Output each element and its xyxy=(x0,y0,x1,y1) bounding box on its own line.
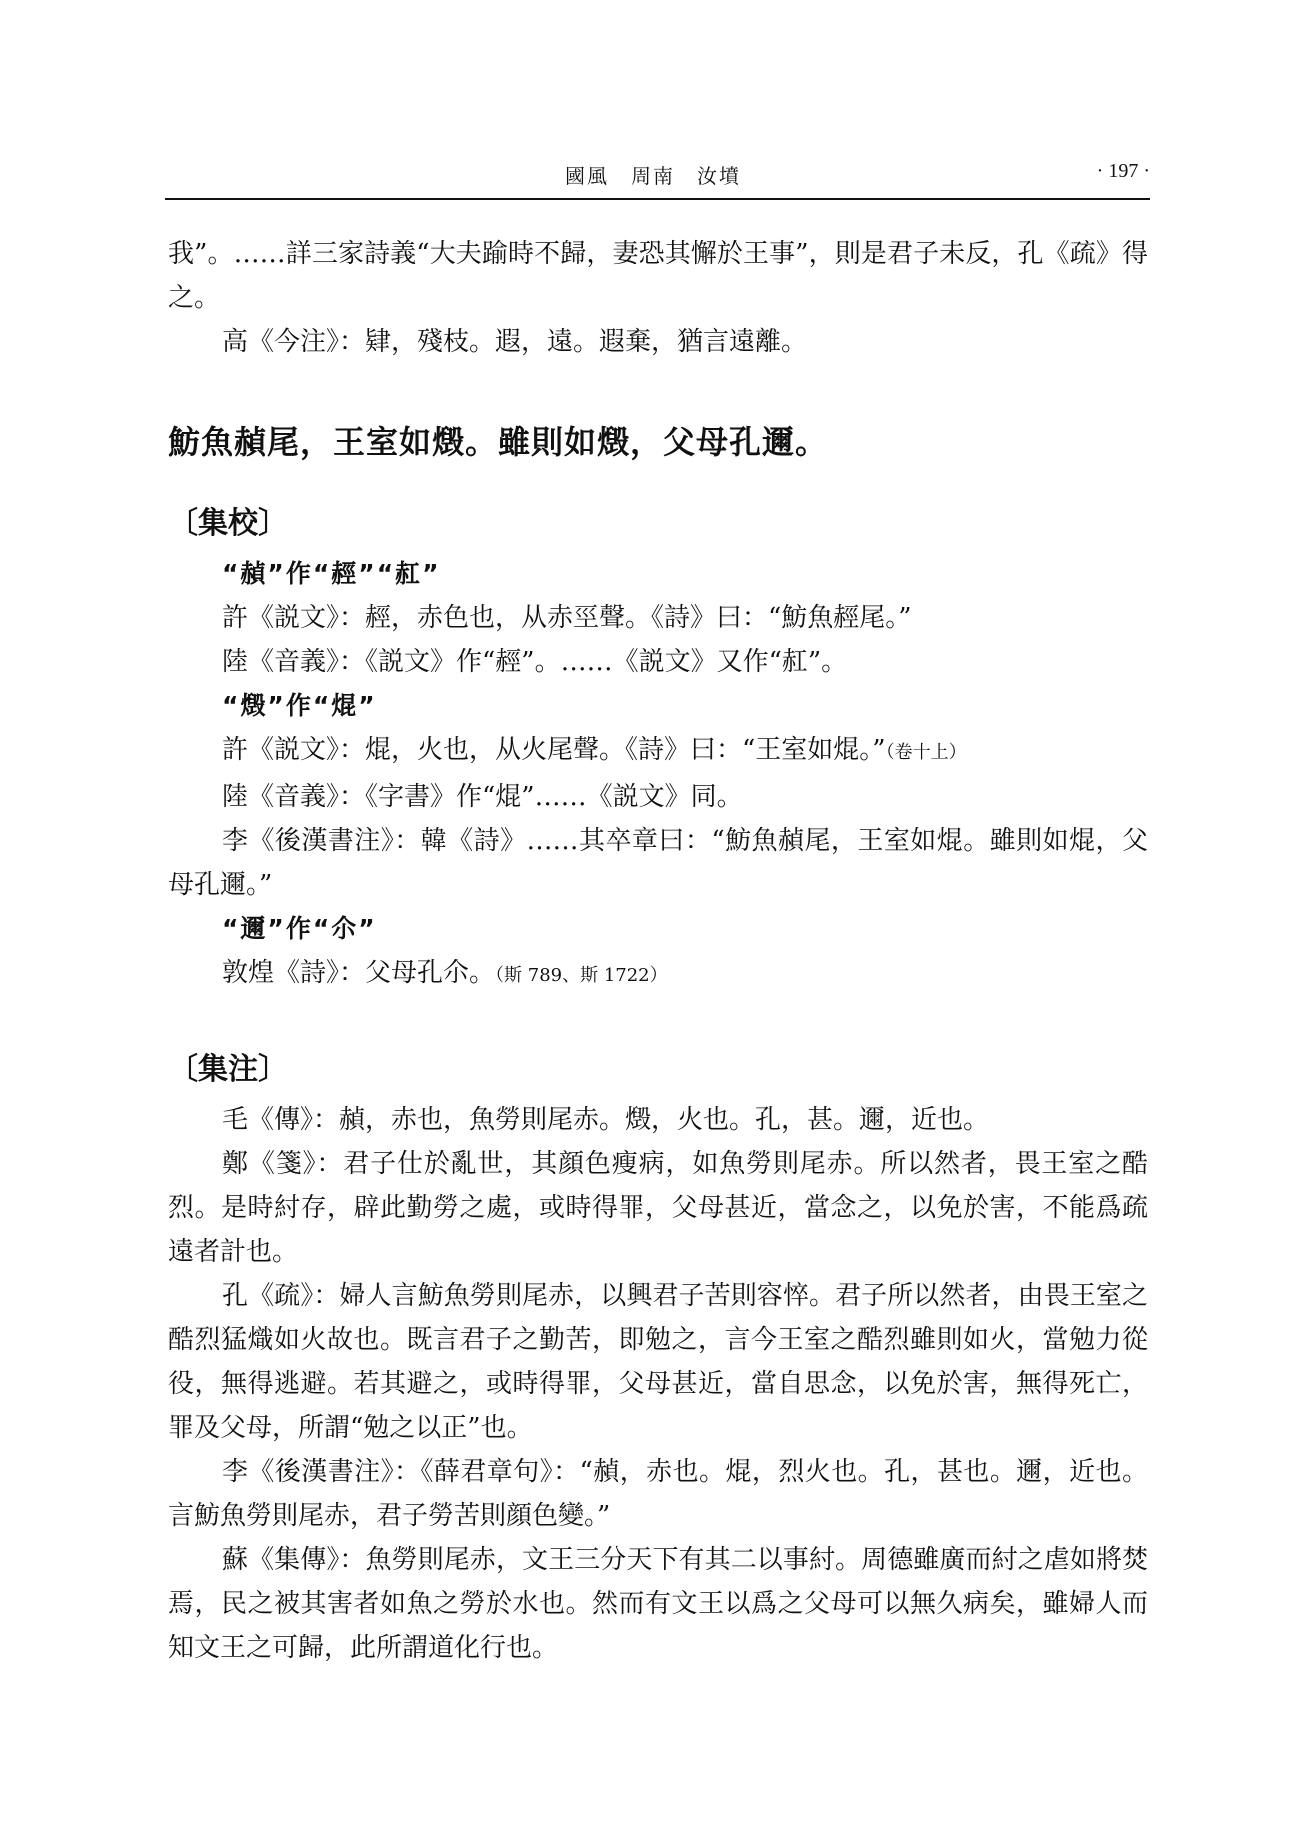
dunhuang-note: （斯 789、斯 1722） xyxy=(495,965,668,986)
running-title: 國風 周南 汝墳 xyxy=(565,164,741,188)
lu-yinyi-2: 陸《音義》：《字書》作“焜”……《説文》同。 xyxy=(222,782,743,812)
li-houhanshu-variant: 李《後漢書注》：韓《詩》……其卒章曰：“魴魚赬尾，王室如焜。雖則如焜，父母孔邇。” xyxy=(168,826,1148,900)
variant-heading-1: “赬”作“䞓”“䞑” xyxy=(222,559,441,588)
kong-shu: 孔《疏》：婦人言魴魚勞則尾赤，以興君子苦則容悴。君子所以然者，由畏王室之酷烈猛熾如火故也。既言君子之勤苦，即勉之，言今王室之酷烈雖則如火，當勉力從役，無得逃避。若其避之，或時得罪，父母甚近，當自思念，以免於害，無得死亡，罪及父母，所謂“勉之以正”也。 xyxy=(168,1281,1148,1443)
zheng-jian: 鄭《箋》：君子仕於亂世，其顔色瘦病，如魚勞則尾赤。所以然者，畏王室之酷烈。是時紂存，辟此勤勞之處，或時得罪，父母甚近，當念之，以免於害，不能爲疏遠者計也。 xyxy=(168,1149,1148,1267)
dunhuang-shi xyxy=(168,951,1148,998)
verse-line: 魴魚赬尾，王室如燬。雖則如燬，父母孔邇。 xyxy=(168,423,829,461)
xu-shuowen-2-text: 許《説文》：焜，火也，从火尾聲。《詩》曰：“王室如焜。” xyxy=(222,735,886,765)
page-number: · 197 · xyxy=(1096,160,1150,182)
jijiao-heading: 〔集校〕 xyxy=(168,506,288,541)
verse-block xyxy=(168,420,1148,464)
running-header xyxy=(165,158,1150,194)
gao-note-paragraph: 高《今注》：肄，殘枝。遐，遠。遐棄，猶言遠離。 xyxy=(222,327,808,357)
su-jizhuan: 蘇《集傳》：魚勞則尾赤，文王三分天下有其二以事紂。周德雖廣而紂之虐如將焚焉，民之被其害者如魚之勞於水也。然而有文王以爲之父母可以無久病矣，雖婦人而知文王之可歸，此所謂道化行也。 xyxy=(168,1545,1148,1663)
lu-yinyi-1: 陸《音義》：《説文》作“䞓”。……《説文》又作“䞑”。 xyxy=(222,647,848,677)
continued-block xyxy=(168,232,1148,364)
juan-note: （卷十上） xyxy=(885,742,967,763)
xu-shuowen-1: 許《説文》：䞓，赤色也，从赤巠聲。《詩》曰：“魴魚䞓尾。” xyxy=(222,603,912,633)
variant-heading-3: “邇”作“尒” xyxy=(222,914,377,943)
header-rule xyxy=(165,198,1150,200)
li-houhanshu-commentary: 李《後漢書注》：《薛君章句》：“赬，赤也。焜，烈火也。孔，甚也。邇，近也。言魴魚勞則尾赤，君子勞苦則顔色變。” xyxy=(168,1457,1148,1531)
continued-paragraph: 我”。……詳三家詩義“大夫踰時不歸，妻恐其懈於王事”，則是君子未反，孔《疏》得之。 xyxy=(168,239,1148,313)
jizhu-heading: 〔集注〕 xyxy=(168,1052,288,1087)
jijiao-section xyxy=(168,502,1148,998)
dunhuang-shi-text: 敦煌《詩》：父母孔尒。 xyxy=(222,958,496,988)
variant-heading-2: “燬”作“焜” xyxy=(222,691,377,720)
jizhu-section xyxy=(168,1048,1148,1670)
mao-zhuan: 毛《傳》：赬，赤也，魚勞則尾赤。燬，火也。孔，甚。邇，近也。 xyxy=(222,1105,990,1135)
xu-shuowen-2 xyxy=(168,728,1148,775)
